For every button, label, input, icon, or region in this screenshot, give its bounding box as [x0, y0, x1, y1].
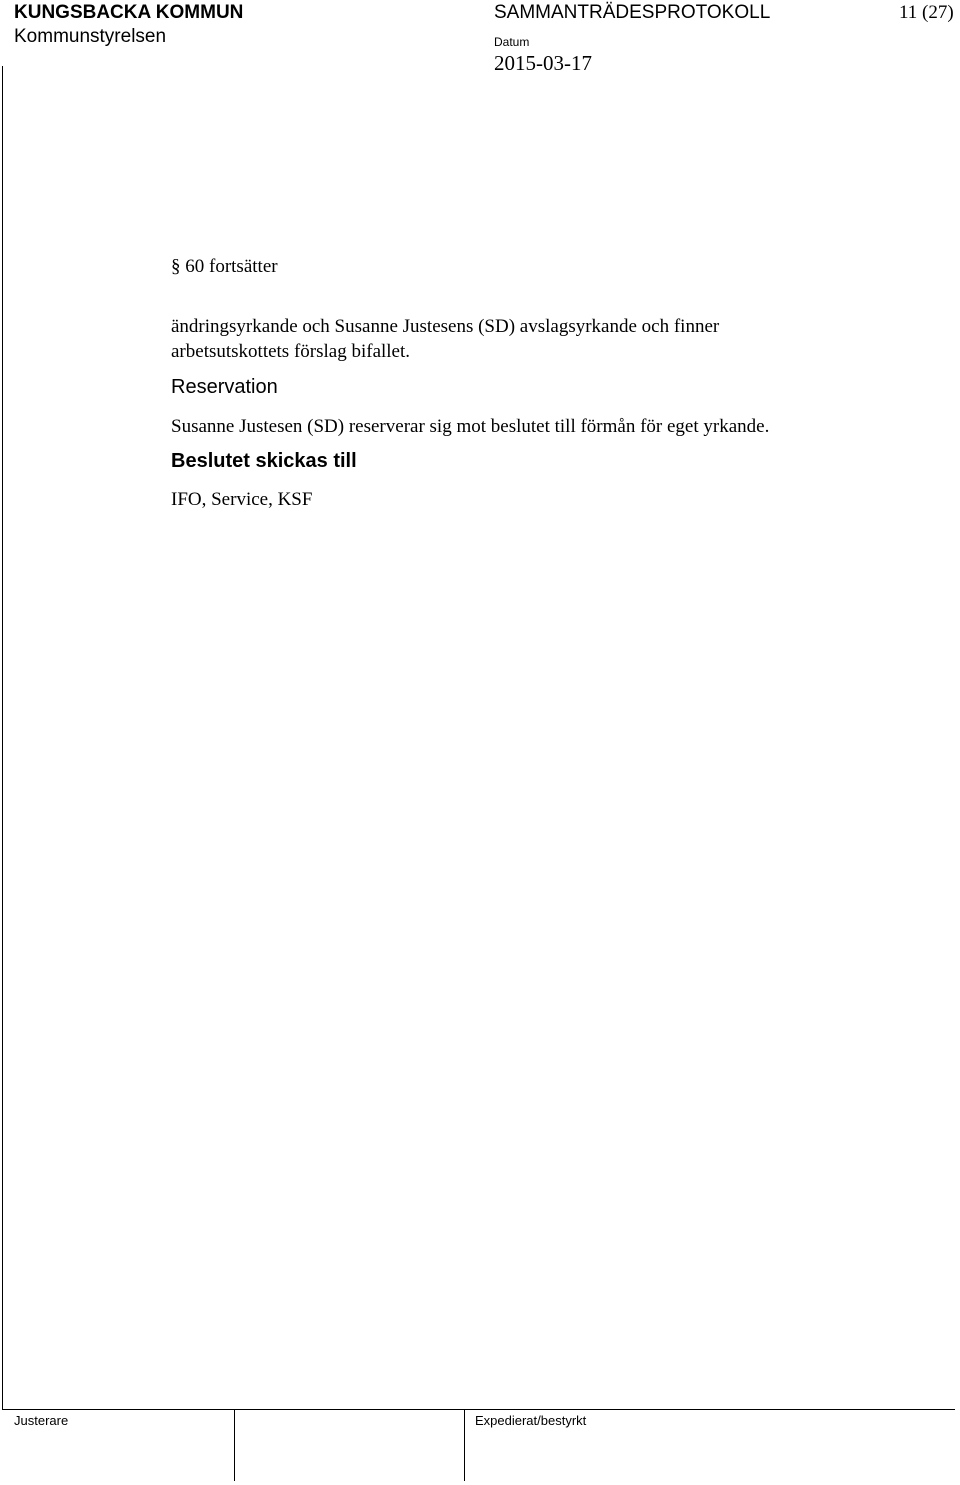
footer-divider [464, 1409, 465, 1481]
reservation-text: Susanne Justesen (SD) reserverar sig mot beslutet till förmån för eget yrkande. [171, 416, 770, 437]
page-number: 11 (27) [899, 2, 954, 23]
recipients-list: IFO, Service, KSF [171, 489, 313, 510]
footer-top-rule [3, 1409, 955, 1410]
department-name: Kommunstyrelsen [14, 26, 167, 47]
document-type: SAMMANTRÄDESPROTOKOLL [494, 2, 771, 23]
organization-name: KUNGSBACKA KOMMUN [14, 2, 244, 23]
section-reference: § 60 fortsätter [171, 256, 278, 277]
date-value: 2015-03-17 [494, 51, 592, 75]
date-label: Datum [494, 35, 530, 49]
adjuster-label: Justerare [14, 1413, 69, 1428]
reservation-heading: Reservation [171, 376, 278, 398]
paragraph-line: ändringsyrkande och Susanne Justesens (SD) avslagsyrkande och finner [171, 316, 720, 337]
decision-paragraph [171, 314, 931, 364]
dispatched-label: Expedierat/bestyrkt [475, 1413, 587, 1428]
paragraph-line: arbetsutskottets förslag bifallet. [171, 341, 411, 362]
left-margin-rule [2, 66, 3, 1410]
sent-to-heading: Beslutet skickas till [171, 450, 357, 472]
footer-divider [234, 1409, 235, 1481]
